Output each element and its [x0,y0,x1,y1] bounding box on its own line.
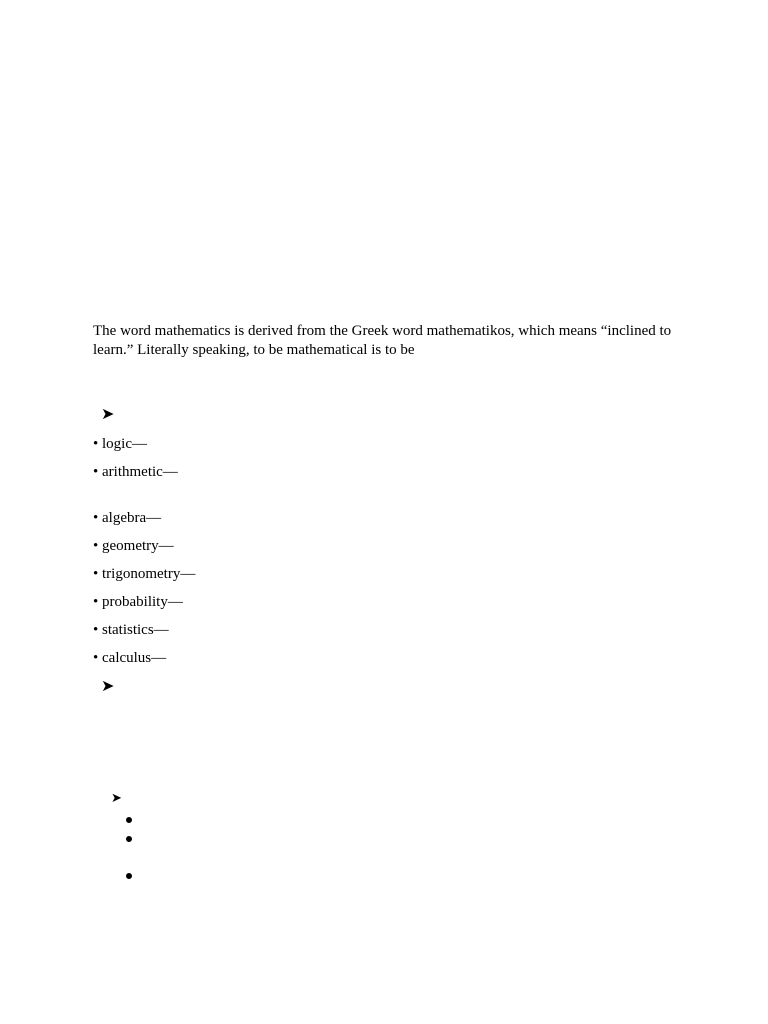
topic-probability: • probability— [93,594,183,610]
bullet-dot-icon [126,873,132,879]
topic-algebra: • algebra— [93,510,162,526]
topic-arithmetic: • arithmetic— [93,464,178,480]
topic-calculus: • calculus— [93,650,167,666]
arrow-bullet-icon: ➤ [101,676,115,695]
arrow-bullet-icon: ➤ [111,791,122,806]
topic-geometry: • geometry— [93,538,174,554]
intro-paragraph: The word mathematics is derived from the Greek word mathematikos, which means “inclined to learn.” Literally speaking, to be mathematical is to be [93,323,672,358]
topic-trigonometry: • trigonometry— [93,566,196,582]
arrow-bullet-icon: ➤ [101,404,115,423]
bullet-dot-icon [126,817,132,823]
topic-logic: • logic— [93,436,147,452]
bullet-dot-icon [126,836,132,842]
topic-statistics: • statistics— [93,622,169,638]
